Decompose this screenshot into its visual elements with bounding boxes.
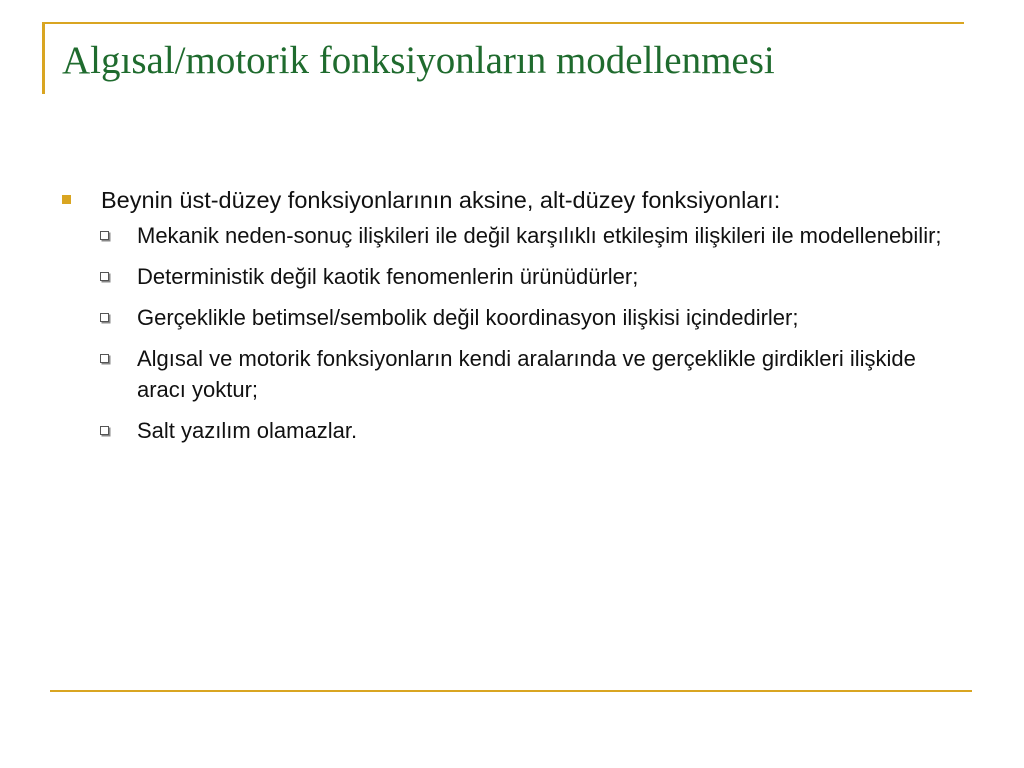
square-bullet-icon (62, 195, 71, 204)
sub-bullet-item (62, 343, 982, 405)
sub-bullet-text: Algısal ve motorik fonksiyonların kendi aralarında ve gerçeklikle girdikleri ilişkide aracı yoktur; (137, 346, 916, 402)
bullet-text: Beynin üst-düzey fonksiyonlarının aksine, alt-düzey fonksiyonları: (101, 187, 781, 213)
hollow-square-bullet-icon (100, 426, 109, 435)
frame-bottom-line (50, 690, 972, 692)
hollow-square-bullet-icon (100, 272, 109, 281)
sub-bullet-text: Deterministik değil kaotik fenomenlerin ürünüdürler; (137, 264, 639, 289)
sub-bullet-item (62, 302, 982, 333)
hollow-square-bullet-icon (100, 354, 109, 363)
slide-content (62, 184, 982, 456)
frame-vertical-line (42, 22, 45, 94)
hollow-square-bullet-icon (100, 313, 109, 322)
frame-top-line (42, 22, 964, 24)
sub-bullet-item (62, 415, 982, 446)
sub-bullet-item (62, 220, 982, 251)
sub-bullet-text: Salt yazılım olamazlar. (137, 418, 358, 443)
hollow-square-bullet-icon (100, 231, 109, 240)
sub-bullet-list (62, 220, 982, 446)
sub-bullet-text: Gerçeklikle betimsel/sembolik değil koordinasyon ilişkisi içindedirler; (137, 305, 799, 330)
sub-bullet-item (62, 261, 982, 292)
sub-bullet-text: Mekanik neden-sonuç ilişkileri ile değil karşılıklı etkileşim ilişkileri ile modellenebilir; (137, 223, 942, 248)
bullet-item (62, 184, 982, 216)
slide-title: Algısal/motorik fonksiyonların modellenmesi (62, 39, 775, 82)
